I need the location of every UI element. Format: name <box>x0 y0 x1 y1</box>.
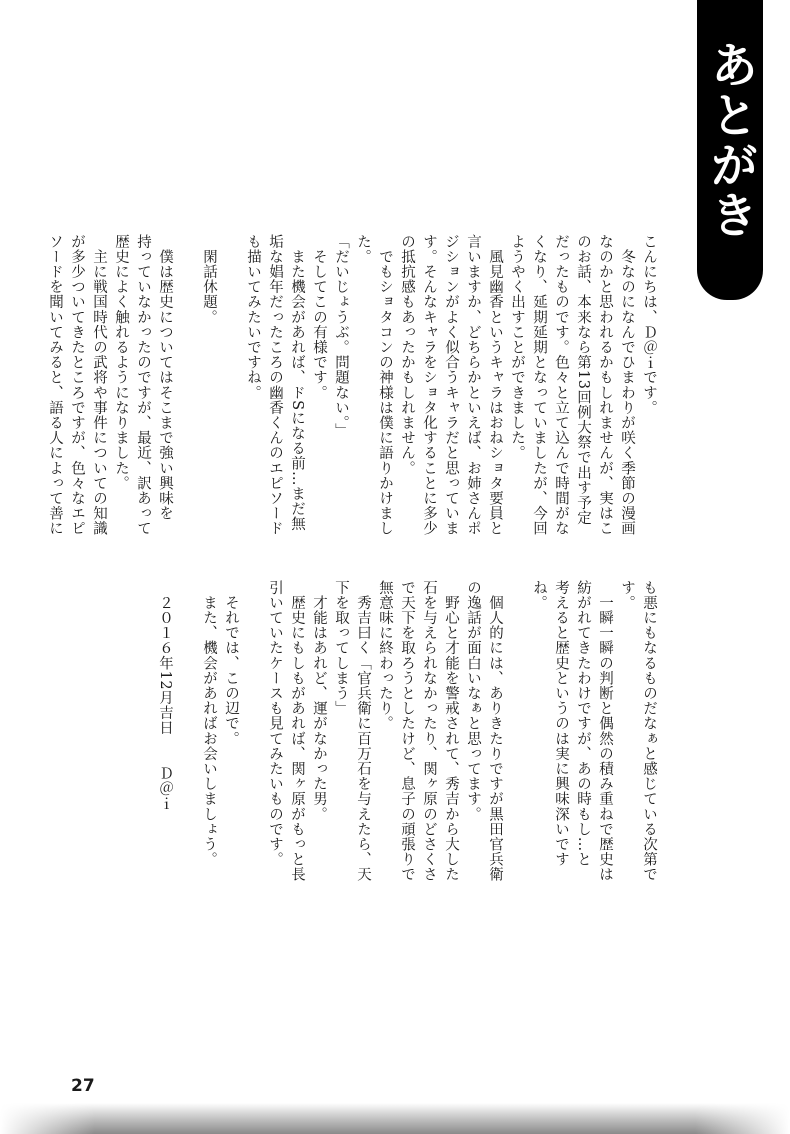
text-line: 引いていたケースも見てみたいものです。 <box>267 580 283 867</box>
text-line: ね。 <box>531 580 547 611</box>
text-line: 紡がれてきたわけですが、あの時もし…と <box>575 580 591 867</box>
text-line: また、機会があればお会いしましょう。 <box>201 580 217 867</box>
afterword-text-lower <box>157 580 660 900</box>
text-line: す。そんなキャラをショタ化することに多少 <box>421 234 437 536</box>
text-line: 主に戦国時代の武将や事件についての知識 <box>91 234 107 536</box>
text-line: 野心と才能を警戒されて、秀吉から大した <box>443 580 459 882</box>
text-line: 言いますか、どちらかといえば、お姉さんポ <box>465 234 481 536</box>
text-line: ジションがよく似合うキャラだと思っていま <box>443 234 459 536</box>
text-line: ２０１６年12月吉日 Ｄ＠ｉ <box>157 580 173 812</box>
text-line: なのかと思われるかもしれませんが、実はこ <box>597 234 613 536</box>
text-line: そしてこの有様です。 <box>311 234 327 401</box>
text-line: くなり、延期延期となっていましたが、今回 <box>531 234 547 536</box>
text-line: が多少ついてきたところですが、色々なエピ <box>69 234 85 536</box>
text-line: で天下を取ろうとしたけど、息子の頑張りで <box>399 580 415 882</box>
text-line: 僕は歴史についてはそこまで強い興味を <box>157 234 173 521</box>
text-line: 閑話休題。 <box>201 234 217 325</box>
text-line: でもショタコンの神様は僕に語りかけまし <box>377 234 393 536</box>
text-line: 才能はあれど、運がなかった男。 <box>311 580 327 822</box>
text-line: 下を取ってしまう」 <box>333 580 349 716</box>
text-line: 無意味に終わったり。 <box>377 580 393 731</box>
title-tab <box>697 0 763 300</box>
page-number: 27 <box>71 1076 95 1096</box>
text-line: 持っていなかったのですが、最近、訳あって <box>135 234 151 536</box>
text-line: のお話、本来なら第13回例大祭で出す予定 <box>575 234 591 526</box>
text-line: 石を与えられなかったり、関ヶ原のどさくさ <box>421 580 437 882</box>
text-line: 垢な娼年だったころの幽香くんのエピソード <box>267 234 283 536</box>
text-line: 秀吉曰く「官兵衛に百万石を与えたら、天 <box>355 580 371 882</box>
afterword-text-upper <box>47 234 660 560</box>
text-line: の抵抗感もあったかもしれません。 <box>399 234 415 476</box>
text-line: また機会があれば、ドSになる前…まだ無 <box>289 234 305 532</box>
text-line: だったものです。色々と立て込んで時間がな <box>553 234 569 536</box>
afterword-title: あとがき <box>702 40 758 240</box>
text-line: 一瞬一瞬の判断と偶然の積み重ねで歴史は <box>597 580 613 882</box>
text-line: た。 <box>355 234 371 265</box>
text-line: す。 <box>619 580 635 611</box>
text-line: こんにちは、Ｄ＠ｉです。 <box>641 234 657 416</box>
text-line: 歴史にもしもがあれば、関ヶ原がもっと長 <box>289 580 305 882</box>
page-edge-fade <box>0 1103 790 1134</box>
text-line: 考えると歴史というのは実に興味深いです <box>553 580 569 867</box>
text-line: 冬なのになんでひまわりが咲く季節の漫画 <box>619 234 635 536</box>
text-line: も悪にもなるものだなぁと感じている次第で <box>641 580 657 882</box>
text-line: 風見幽香というキャラはおねショタ要員と <box>487 234 503 536</box>
text-line: ようやく出すことができました。 <box>509 234 525 461</box>
text-line: も描いてみたいですね。 <box>245 234 261 401</box>
text-line: 歴史によく触れるようになりました。 <box>113 234 129 491</box>
text-line: 個人的には、ありきたりですが黒田官兵衛 <box>487 580 503 882</box>
text-line: ソードを聞いてみると、語る人によって善に <box>47 234 63 536</box>
text-line: の逸話が面白いなぁと思ってます。 <box>465 580 481 822</box>
text-line: それでは、この辺で。 <box>223 580 239 747</box>
text-line: 「だいじょうぶ。問題ない。」 <box>333 234 349 439</box>
